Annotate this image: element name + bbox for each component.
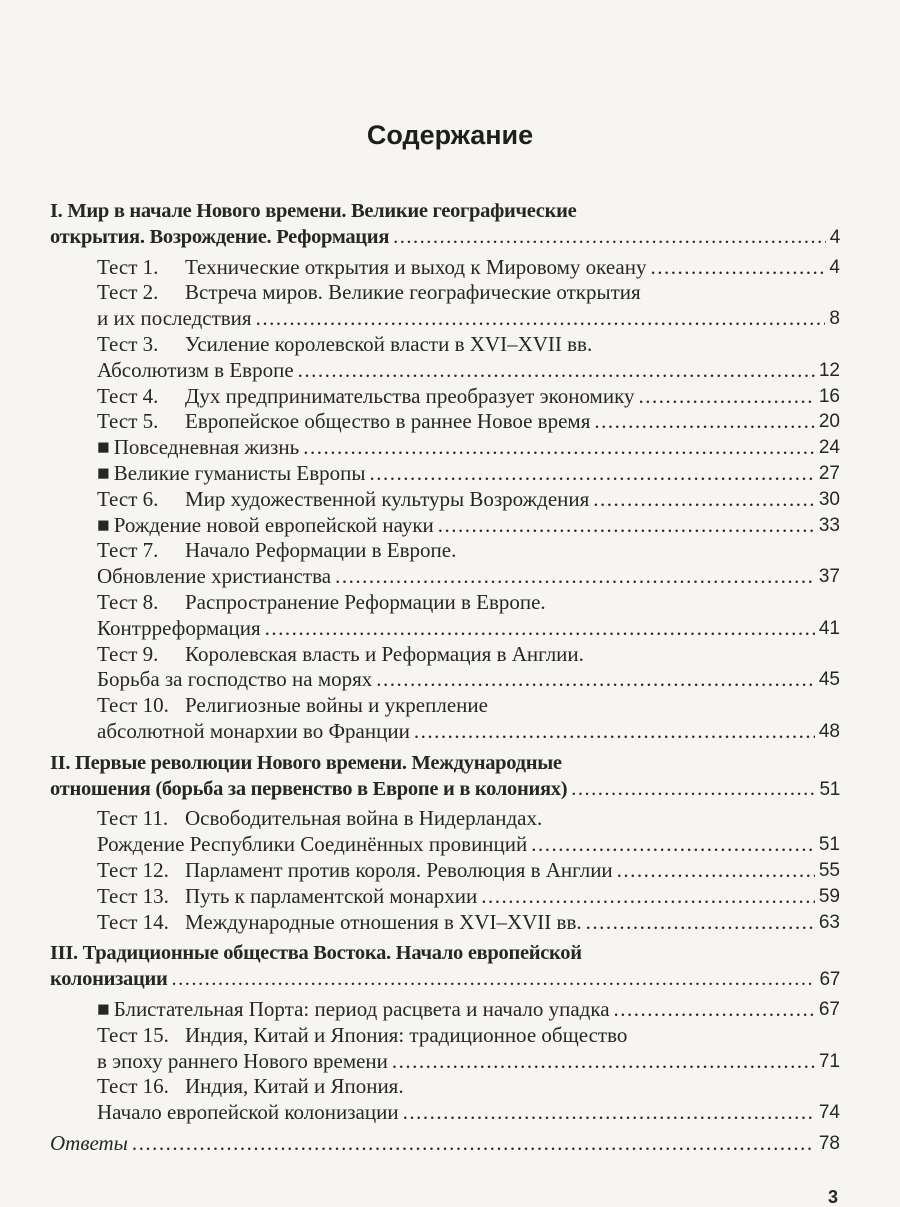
toc-entry (50, 461, 840, 487)
toc-line (97, 693, 840, 719)
toc-line (97, 409, 840, 435)
entry-page: 67 (818, 998, 840, 1020)
entry-title: Технические открытия и выход к Мировому океану (185, 254, 647, 279)
toc-line (50, 1131, 840, 1157)
entry-page: 27 (818, 462, 840, 484)
toc-entry (50, 997, 840, 1023)
entry-title: Королевская власть и Реформация в Англии. (185, 641, 584, 666)
dot-leader (403, 1100, 815, 1126)
dot-leader (298, 358, 815, 384)
entry-title: Обновление христианства (97, 564, 332, 589)
test-label: Тест 3. (97, 331, 159, 356)
test-label: Тест 2. (97, 280, 159, 305)
dot-leader (481, 884, 815, 910)
test-label: Тест 8. (97, 589, 159, 614)
dot-leader (376, 667, 815, 693)
toc-line (50, 751, 840, 777)
entry-page: 78 (818, 1132, 840, 1154)
toc-line (97, 461, 840, 487)
toc-line (50, 225, 840, 251)
toc-line (97, 806, 840, 832)
toc-line (50, 967, 840, 993)
entry-title: Великие гуманисты Европы (113, 460, 366, 485)
bullet-icon: ■ (97, 435, 110, 460)
toc-line (97, 616, 840, 642)
toc-entry (50, 642, 840, 694)
entry-page: 48 (818, 720, 840, 742)
entry-title: Начало Реформации в Европе. (185, 538, 457, 563)
toc-line (97, 884, 840, 910)
toc-line (97, 255, 840, 281)
entry-page: 37 (818, 566, 840, 588)
entry-page: 24 (818, 437, 840, 459)
toc-line (97, 513, 840, 539)
entry-page: 30 (818, 488, 840, 510)
entry-title: Усиление королевской власти в XVI–XVII вв. (185, 331, 593, 356)
page-title: Содержание (366, 120, 534, 150)
entry-title: Борьба за господство на морях (97, 667, 373, 692)
toc-line (97, 719, 840, 745)
toc-line (97, 910, 840, 936)
test-label: Тест 11. (97, 806, 169, 831)
toc-line (97, 642, 840, 668)
table-of-contents (50, 199, 840, 1157)
entry-title: I. Мир в начале Нового времени. Великие географические (50, 200, 577, 222)
entry-title: Начало европейской колонизации (97, 1100, 399, 1125)
test-label: Тест 16. (97, 1074, 169, 1099)
entry-title: Индия, Китай и Япония. (185, 1074, 404, 1099)
toc-entry (50, 384, 840, 410)
entry-title: Европейское общество в раннее Новое время (185, 409, 591, 434)
dot-leader (594, 409, 815, 435)
entry-page: 4 (829, 256, 840, 278)
toc-entry (50, 487, 840, 513)
toc-entry (50, 806, 840, 858)
entry-title: Блистательная Порта: период расцвета и начало упадка (113, 996, 610, 1021)
test-label: Тест 13. (97, 883, 169, 908)
toc-line (97, 667, 840, 693)
dot-leader (335, 564, 815, 590)
test-label: Тест 5. (97, 409, 159, 434)
entry-title: Контрреформация (97, 615, 261, 640)
dot-leader (531, 832, 815, 858)
toc-line (97, 358, 840, 384)
entry-title: Ответы (50, 1130, 128, 1155)
entry-title: Парламент против короля. Революция в Англии (185, 857, 613, 882)
toc-line (50, 941, 840, 967)
entry-title: и их последствия (97, 306, 252, 331)
toc-line (97, 384, 840, 410)
dot-leader (265, 616, 815, 642)
test-label: Тест 1. (97, 254, 159, 279)
entry-title: Распространение Реформации в Европе. (185, 589, 546, 614)
entry-page: 16 (818, 385, 840, 407)
entry-page: 45 (818, 669, 840, 691)
entry-page: 41 (818, 617, 840, 639)
test-label: Тест 4. (97, 383, 159, 408)
toc-line (97, 435, 840, 461)
toc-entry (50, 435, 840, 461)
entry-title: Мир художественной культуры Возрождения (185, 486, 590, 511)
entry-title: Международные отношения в XVI–XVII вв. (185, 909, 582, 934)
entry-page: 63 (818, 911, 840, 933)
entry-title: Освободительная война в Нидерландах. (185, 806, 543, 831)
entry-title: III. Традиционные общества Востока. Начало европейской (50, 942, 582, 965)
dot-leader (256, 306, 826, 332)
toc-line (97, 538, 840, 564)
toc-entry (50, 590, 840, 642)
entry-page: 8 (829, 308, 840, 330)
dot-leader (617, 858, 815, 884)
entry-page: 67 (819, 969, 840, 991)
dot-leader (132, 1131, 815, 1157)
entry-title: абсолютной монархии во Франции (97, 718, 410, 743)
entry-page: 51 (818, 834, 840, 856)
test-label: Тест 6. (97, 486, 159, 511)
entry-page: 59 (818, 885, 840, 907)
bullet-icon: ■ (97, 512, 110, 537)
entry-page: 4 (829, 226, 840, 248)
entry-title: Дух предпринимательства преобразует экономику (185, 383, 635, 408)
toc-line (97, 1100, 840, 1126)
entry-title: Религиозные войны и укрепление (185, 693, 488, 718)
entry-page: 55 (818, 859, 840, 881)
entry-title: Рождение Республики Соединённых провинций (97, 832, 528, 857)
toc-entry (50, 1074, 840, 1126)
dot-leader (369, 461, 814, 487)
entry-title: Повседневная жизнь (113, 435, 300, 460)
entry-page: 20 (818, 411, 840, 433)
toc-line (50, 777, 840, 803)
toc-line (97, 306, 840, 332)
test-label: Тест 14. (97, 909, 169, 934)
test-label: Тест 12. (97, 857, 169, 882)
entry-page: 71 (818, 1050, 840, 1072)
toc-section (50, 941, 840, 993)
dot-leader (172, 967, 816, 993)
toc-entry (50, 513, 840, 539)
entry-page: 33 (818, 514, 840, 536)
entry-title: Индия, Китай и Япония: традиционное общество (185, 1022, 628, 1047)
test-label: Тест 9. (97, 641, 159, 666)
test-label: Тест 7. (97, 538, 159, 563)
toc-line (97, 858, 840, 884)
toc-line (97, 1049, 840, 1075)
toc-line (50, 199, 840, 225)
toc-entry (50, 255, 840, 281)
bullet-icon: ■ (97, 460, 110, 485)
toc-line (97, 1074, 840, 1100)
dot-leader (303, 435, 815, 461)
toc-section (50, 751, 840, 803)
toc-line (97, 564, 840, 590)
page-number: 3 (828, 1187, 839, 1207)
toc-entry (50, 332, 840, 384)
dot-leader (438, 513, 815, 539)
toc-line (97, 332, 840, 358)
dot-leader (414, 719, 815, 745)
toc-entry (50, 1023, 840, 1075)
toc-line (97, 487, 840, 513)
dot-leader (639, 384, 815, 410)
dot-leader (571, 777, 815, 803)
dot-leader (650, 255, 825, 281)
toc-line (97, 997, 840, 1023)
test-label: Тест 10. (97, 693, 169, 718)
entry-page: 51 (819, 778, 840, 800)
dot-leader (586, 910, 815, 936)
toc-section (50, 199, 840, 251)
entry-title: Путь к парламентской монархии (185, 883, 478, 908)
toc-entry (50, 858, 840, 884)
dot-leader (593, 487, 815, 513)
entry-title: отношения (борьба за первенство в Европе и в колониях) (50, 777, 568, 800)
entry-title: Рождение новой европейской науки (113, 512, 434, 537)
entry-title: в эпоху раннего Нового времени (97, 1048, 388, 1073)
toc-entry (50, 280, 840, 332)
toc-line (97, 1023, 840, 1049)
toc-entry (50, 693, 840, 745)
toc-entry (50, 409, 840, 435)
entry-title: Абсолютизм в Европе (97, 357, 294, 382)
entry-title: открытия. Возрождение. Реформация (50, 225, 390, 248)
toc-line (97, 590, 840, 616)
toc-answers (50, 1131, 840, 1157)
entry-title: колонизации (50, 968, 168, 991)
entry-page: 74 (818, 1102, 840, 1124)
entry-title: Встреча миров. Великие географические открытия (185, 280, 641, 305)
dot-leader (393, 225, 826, 251)
test-label: Тест 15. (97, 1022, 169, 1047)
toc-entry (50, 884, 840, 910)
toc-line (97, 280, 840, 306)
bullet-icon: ■ (97, 996, 110, 1021)
dot-leader (392, 1049, 815, 1075)
toc-entry (50, 910, 840, 936)
toc-line (97, 832, 840, 858)
dot-leader (614, 997, 815, 1023)
entry-title: II. Первые революции Нового времени. Международные (50, 751, 562, 774)
toc-entry (50, 538, 840, 590)
entry-page: 12 (818, 359, 840, 381)
